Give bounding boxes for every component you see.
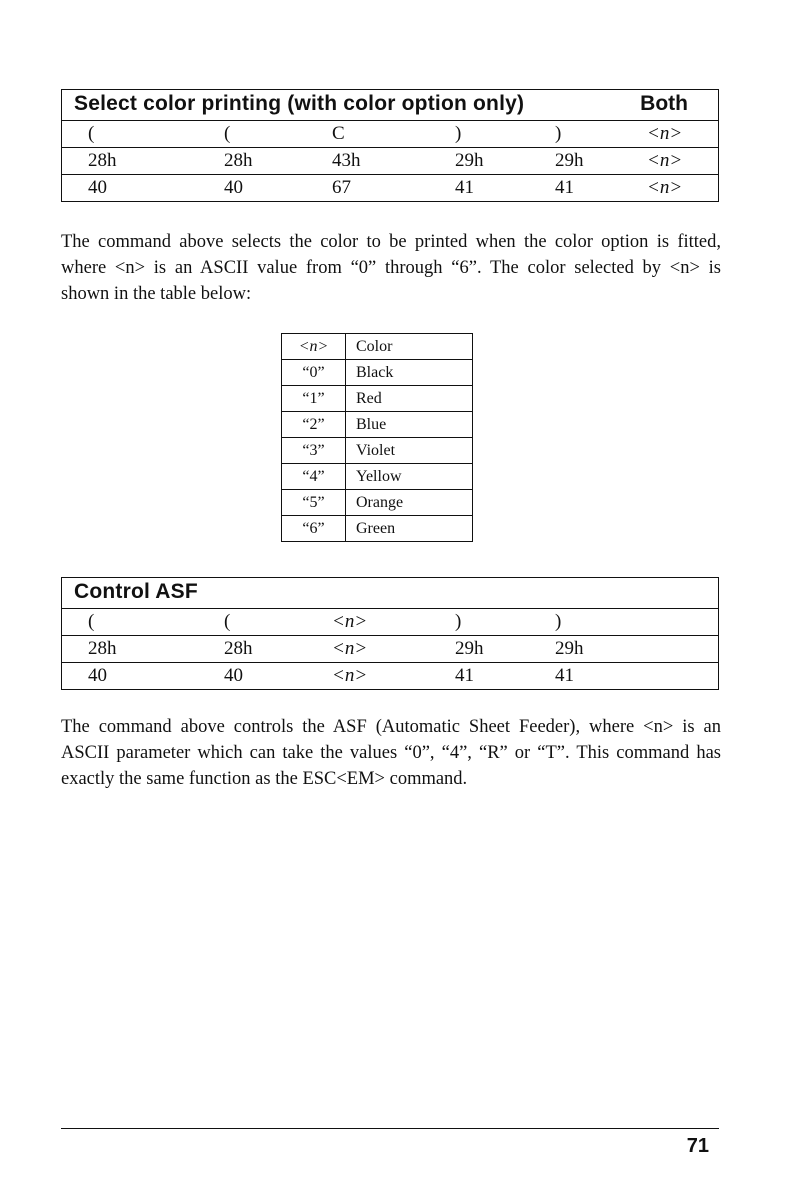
command-cell: 29h — [455, 150, 484, 171]
command-cell: 29h — [455, 638, 484, 659]
table-cell-value: “3” — [282, 438, 346, 464]
command-cell: ( — [88, 611, 95, 632]
table-cell-color: Yellow — [346, 464, 473, 490]
table-header-cell: Color — [346, 334, 473, 360]
command-cell: 28h — [88, 150, 117, 171]
paragraph-line: shown in the table below: — [61, 284, 252, 304]
color-value-table — [281, 333, 473, 542]
command-cell: 29h — [555, 150, 584, 171]
command-cell: 40 — [88, 177, 107, 198]
command-header — [62, 90, 718, 121]
command-cell: ) — [555, 611, 562, 632]
command-cell: ) — [455, 611, 462, 632]
table-row — [282, 490, 473, 516]
command-cell: <n> — [332, 665, 368, 686]
command-cell: ( — [224, 123, 231, 144]
command-cell: C — [332, 123, 345, 144]
command-cell: ( — [88, 123, 95, 144]
command-cell: 41 — [455, 665, 474, 686]
command-cell: 41 — [555, 665, 574, 686]
command-cell: ) — [455, 123, 462, 144]
table-cell-color: Violet — [346, 438, 473, 464]
command-cell: ) — [555, 123, 562, 144]
command-row-hex — [62, 636, 718, 663]
table-row — [282, 360, 473, 386]
table-cell-value: “4” — [282, 464, 346, 490]
table-header-cell: <n> — [282, 334, 346, 360]
table-cell-value: “0” — [282, 360, 346, 386]
command-cell: 40 — [224, 177, 243, 198]
command-cell: <n> — [332, 638, 368, 659]
command-cell: 40 — [224, 665, 243, 686]
command-cell: 40 — [88, 665, 107, 686]
footer-rule — [61, 1128, 719, 1129]
command-cell: 28h — [224, 150, 253, 171]
command-row-decimal — [62, 175, 718, 201]
paragraph-line: ASCII parameter which can take the values “0”, “4”, “R” or “T”. This command has — [61, 743, 721, 763]
command-cell: <n> — [332, 611, 368, 632]
command-title: Select color printing (with color option only) — [74, 92, 525, 115]
paragraph-line: The command above selects the color to be printed when the color option is fitted, — [61, 232, 721, 252]
command-row-ascii — [62, 121, 718, 148]
table-row — [282, 438, 473, 464]
command-cell: 28h — [88, 638, 117, 659]
paragraph-line: exactly the same function as the ESC<EM> command. — [61, 769, 468, 789]
asf-command-description — [61, 714, 721, 792]
table-cell-color: Black — [346, 360, 473, 386]
command-cell: 28h — [224, 638, 253, 659]
command-cell: 41 — [455, 177, 474, 198]
table-row — [282, 464, 473, 490]
table-cell-value: “6” — [282, 516, 346, 542]
table-cell-color: Blue — [346, 412, 473, 438]
command-cell: 29h — [555, 638, 584, 659]
command-cell: ( — [224, 611, 231, 632]
paragraph-line: The command above controls the ASF (Automatic Sheet Feeder), where <n> is an — [61, 717, 721, 737]
command-title: Control ASF — [74, 580, 198, 603]
command-cell: 67 — [332, 177, 351, 198]
select-color-command-box — [61, 89, 719, 202]
table-cell-color: Red — [346, 386, 473, 412]
table-header-row — [282, 334, 473, 360]
command-row-hex — [62, 148, 718, 175]
table-row — [282, 412, 473, 438]
command-cell: 41 — [555, 177, 574, 198]
table-cell-color: Orange — [346, 490, 473, 516]
command-header — [62, 578, 718, 609]
table-cell-color: Green — [346, 516, 473, 542]
table-row — [282, 386, 473, 412]
command-cell: <n> — [647, 177, 683, 198]
table-row — [282, 516, 473, 542]
paragraph-line: where <n> is an ASCII value from “0” through “6”. The color selected by <n> is — [61, 258, 721, 278]
color-command-description — [61, 229, 721, 307]
command-mode-label: Both — [640, 92, 688, 115]
table-cell-value: “1” — [282, 386, 346, 412]
table-cell-value: “5” — [282, 490, 346, 516]
control-asf-command-box — [61, 577, 719, 690]
command-row-ascii — [62, 609, 718, 636]
command-cell: <n> — [647, 150, 683, 171]
command-cell: <n> — [647, 123, 683, 144]
command-row-decimal — [62, 663, 718, 689]
command-cell: 43h — [332, 150, 361, 171]
table-cell-value: “2” — [282, 412, 346, 438]
page-number: 71 — [686, 1135, 709, 1157]
